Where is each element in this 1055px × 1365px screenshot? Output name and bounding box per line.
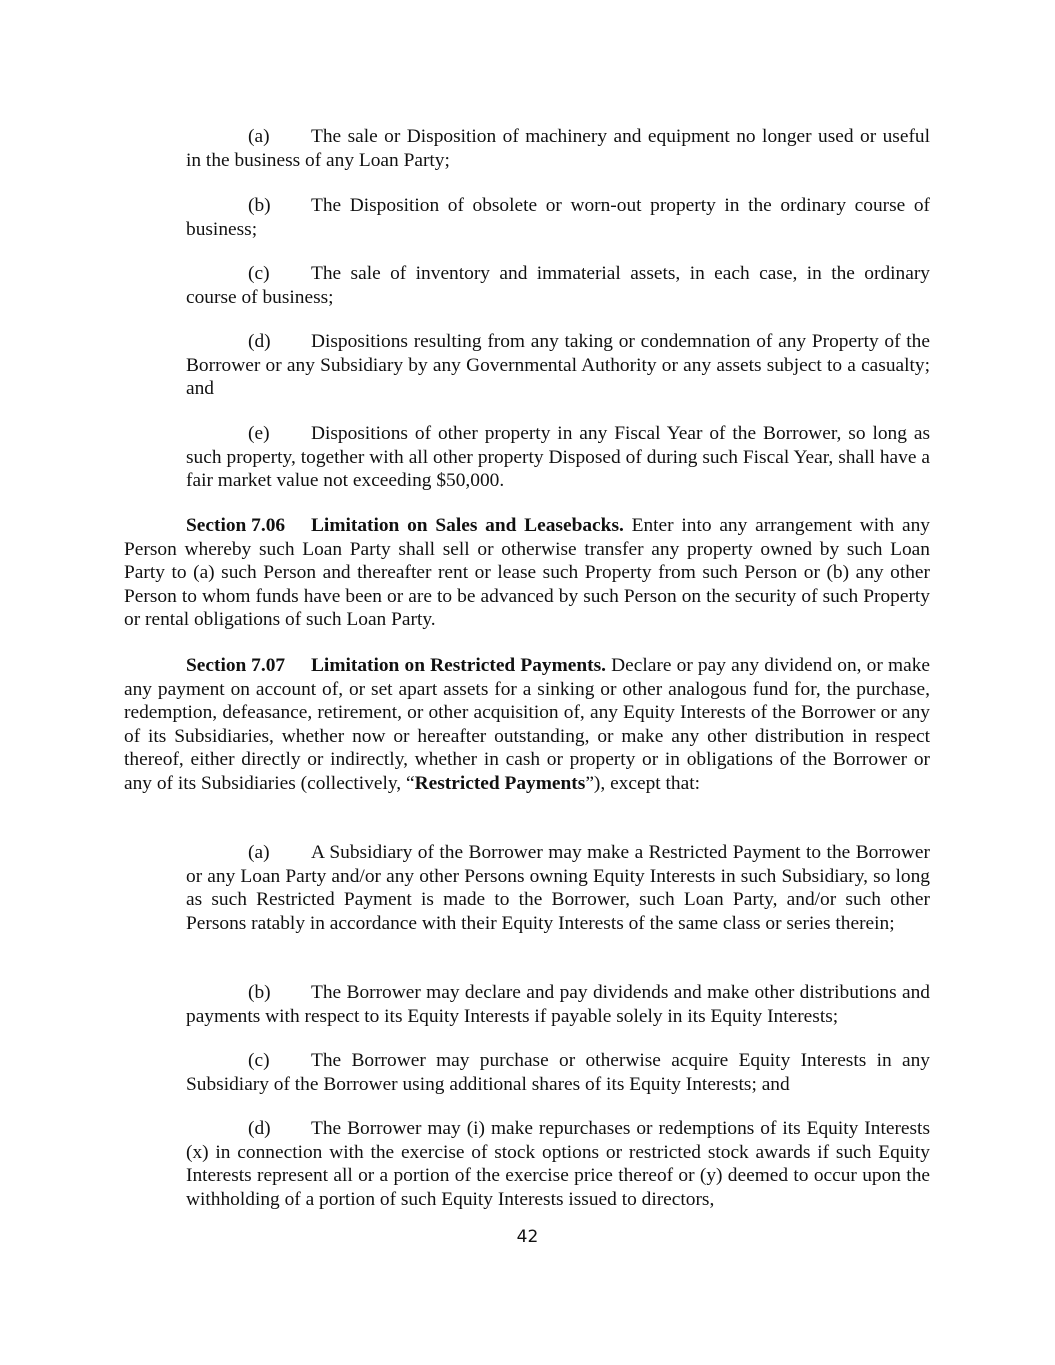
section-body: Enter into any arrangement with any Person whereby such Loan Party shall sell or otherwise transfer any property owned by such Loan Party to (a) such Person and thereafter rent or lease such Property from such Person or (b) any other Person to whom funds have been or are to be advanced by such Person on the security of such Property or rental obligations of such Loan Party. [124,515,930,631]
list-item [186,981,930,1028]
item-tag: (b) [248,982,271,1003]
item-text: The sale or Disposition of machinery and equipment no longer used or useful in the business of any Loan Party; [186,126,930,171]
list-item [186,422,930,493]
item-text: The Disposition of obsolete or worn-out property in the ordinary course of business; [186,195,930,240]
section-7-07 [124,654,930,796]
list-item [186,1049,930,1096]
item-text: Dispositions of other property in any Fiscal Year of the Borrower, so long as such property, together with all other property Disposed of during such Fiscal Year, shall have a fair market value not exceeding $50,000. [186,423,930,492]
section-title: Limitation on Restricted Payments. [311,655,607,676]
item-tag: (e) [248,423,270,444]
list-item [186,125,930,172]
item-tag: (c) [248,263,270,284]
section-body: Declare or pay any dividend on, or make any payment on account of, or set apart assets for a sinking or other analogous fund for, the purchase, redemption, defeasance, retirement, or other acquisition of, any Equity Interests of the Borrower or any of its Subsidiaries, whether now or hereafter outstanding, or make any other distribution in respect thereof, either directly or indirectly, whether in cash or property or in obligations of the Borrower or any of its Subsidiaries (collectively, “ [124,655,930,794]
item-text: The Borrower may purchase or otherwise acquire Equity Interests in any Subsidiary of the Borrower using additional shares of its Equity Interests; and [186,1050,930,1095]
list-item [186,194,930,241]
item-tag: (c) [248,1050,270,1071]
section-body-end: ”), except that: [585,772,700,794]
item-text: The Borrower may (i) make repurchases or redemptions of its Equity Interests (x) in connection with the exercise of stock options or restricted stock awards if such Equity Interests represent all or a portion of the exercise price thereof or (y) deemed to occur upon the withholding of a portion of such Equity Interests issued to directors, [186,1118,930,1210]
section-7-06 [124,514,930,632]
list-item [186,330,930,401]
list-item [186,841,930,935]
item-tag: (d) [248,331,271,352]
item-text: The sale of inventory and immaterial assets, in each case, in the ordinary course of business; [186,263,930,308]
defined-term: Restricted Payments [414,772,586,794]
item-tag: (d) [248,1118,271,1139]
section-title: Limitation on Sales and Leasebacks. [311,515,624,536]
section-number: Section 7.06 [186,515,286,536]
item-text: The Borrower may declare and pay dividends and make other distributions and payments with respect to its Equity Interests if payable solely in its Equity Interests; [186,982,930,1027]
item-tag: (a) [248,126,270,147]
item-text: Dispositions resulting from any taking or condemnation of any Property of the Borrower or any Subsidiary by any Governmental Authority or any assets subject to a casualty; and [186,331,930,400]
section-number: Section 7.07 [186,655,286,676]
page-number: 42 [516,1227,539,1247]
list-item [186,1117,930,1211]
item-tag: (b) [248,195,271,216]
list-item [186,262,930,309]
item-text: A Subsidiary of the Borrower may make a Restricted Payment to the Borrower or any Loan Party and/or any other Persons owning Equity Interests in such Subsidiary, so long as such Restricted Payment is made to the Borrower, such Loan Party, and/or such other Persons ratably in accordance with their Equity Interests of the same class or series therein; [186,842,930,934]
item-tag: (a) [248,842,270,863]
